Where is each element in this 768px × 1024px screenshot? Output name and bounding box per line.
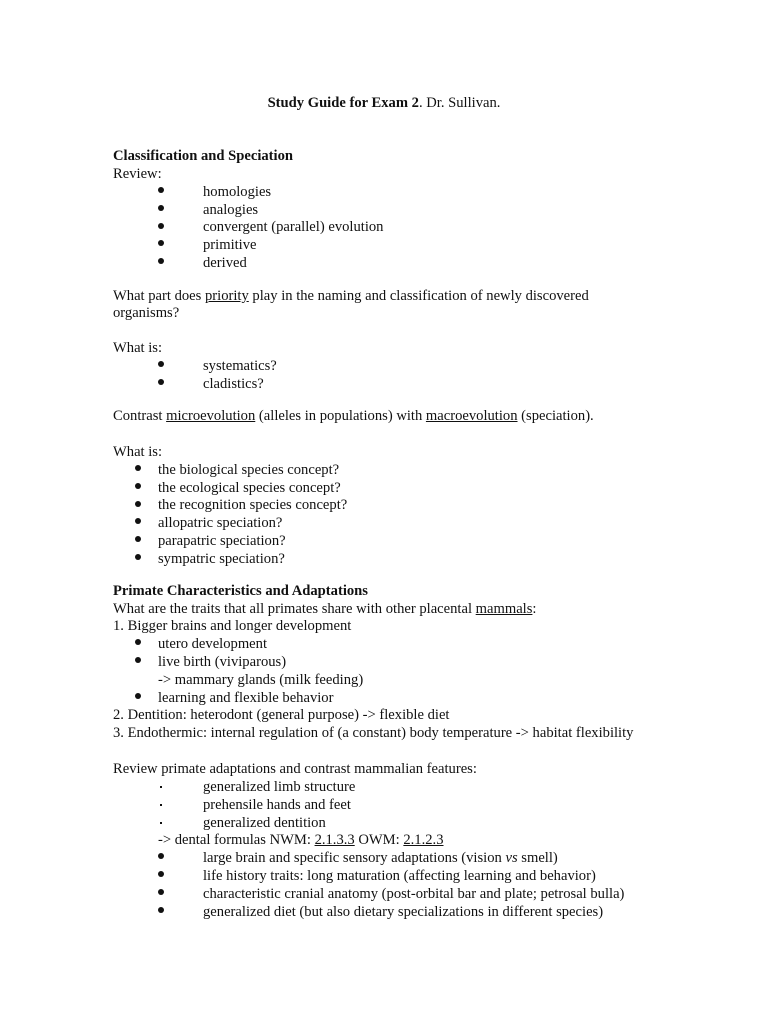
bullet-icon bbox=[135, 465, 141, 471]
middot-icon bbox=[160, 786, 162, 788]
list-item: the biological species concept? bbox=[158, 462, 340, 478]
list-item: convergent (parallel) evolution bbox=[203, 219, 384, 235]
traits-question: What are the traits that all primates share with other placental mammals: bbox=[113, 601, 537, 617]
trait-1: 1. Bigger brains and longer development bbox=[113, 618, 352, 634]
bullet-icon bbox=[135, 554, 141, 560]
priority-question: What part does priority play in the naming and classification of newly discovered bbox=[113, 288, 589, 304]
bullet-icon bbox=[158, 205, 164, 211]
list-item: utero development bbox=[158, 636, 268, 652]
what-is-label: What is: bbox=[113, 340, 163, 356]
bullet-icon bbox=[158, 853, 164, 859]
section-heading-primate: Primate Characteristics and Adaptations bbox=[113, 583, 368, 599]
bullet-icon bbox=[158, 379, 164, 385]
bullet-icon bbox=[158, 889, 164, 895]
list-item: generalized diet (but also dietary specializations in different species) bbox=[203, 904, 604, 920]
list-item: systematics? bbox=[203, 358, 277, 374]
list-item: derived bbox=[203, 255, 247, 271]
bullet-icon bbox=[158, 223, 164, 229]
list-item: learning and flexible behavior bbox=[158, 690, 334, 706]
list-item: homologies bbox=[203, 184, 272, 200]
dental-formulas: -> dental formulas NWM: 2.1.3.3 OWM: 2.1.2.3 bbox=[158, 832, 444, 848]
priority-question-cont: organisms? bbox=[113, 305, 180, 321]
list-item: parapatric speciation? bbox=[158, 533, 286, 549]
section-heading-classification: Classification and Speciation bbox=[113, 148, 294, 164]
what-is-label: What is: bbox=[113, 444, 163, 460]
list-item: primitive bbox=[203, 237, 257, 253]
middot-icon bbox=[160, 804, 162, 806]
trait-2: 2. Dentition: heterodont (general purpose) -> flexible diet bbox=[113, 707, 450, 723]
bullet-icon bbox=[135, 518, 141, 524]
list-item: characteristic cranial anatomy (post-orbital bar and plate; petrosal bulla) bbox=[203, 886, 625, 902]
list-item: life history traits: long maturation (affecting learning and behavior) bbox=[203, 868, 596, 884]
bullet-icon bbox=[158, 361, 164, 367]
bullet-icon bbox=[135, 483, 141, 489]
list-item: live birth (viviparous) bbox=[158, 654, 287, 670]
list-item: the ecological species concept? bbox=[158, 480, 341, 496]
bullet-icon bbox=[158, 187, 164, 193]
middot-icon bbox=[160, 822, 162, 824]
review-adaptations: Review primate adaptations and contrast mammalian features: bbox=[113, 761, 477, 777]
list-item: cladistics? bbox=[203, 376, 264, 392]
list-item: analogies bbox=[203, 202, 259, 218]
list-item: sympatric speciation? bbox=[158, 551, 285, 567]
bullet-icon bbox=[135, 657, 141, 663]
bullet-icon bbox=[158, 258, 164, 264]
list-item: generalized limb structure bbox=[203, 779, 356, 795]
bullet-icon bbox=[158, 907, 164, 913]
sub-item: -> mammary glands (milk feeding) bbox=[158, 672, 364, 688]
list-item: generalized dentition bbox=[203, 815, 326, 831]
bullet-icon bbox=[135, 501, 141, 507]
list-item: prehensile hands and feet bbox=[203, 797, 351, 813]
contrast-line: Contrast microevolution (alleles in populations) with macroevolution (speciation). bbox=[113, 408, 594, 424]
trait-3: 3. Endothermic: internal regulation of (a constant) body temperature -> habitat flexibility bbox=[113, 725, 634, 741]
list-item: the recognition species concept? bbox=[158, 497, 348, 513]
page-title: Study Guide for Exam 2. Dr. Sullivan. bbox=[267, 95, 501, 111]
review-label: Review: bbox=[113, 166, 162, 182]
bullet-icon bbox=[135, 639, 141, 645]
list-item: large brain and specific sensory adaptations (vision vs smell) bbox=[203, 850, 558, 866]
bullet-icon bbox=[135, 536, 141, 542]
bullet-icon bbox=[135, 693, 141, 699]
list-item: allopatric speciation? bbox=[158, 515, 283, 531]
bullet-icon bbox=[158, 871, 164, 877]
bullet-icon bbox=[158, 240, 164, 246]
